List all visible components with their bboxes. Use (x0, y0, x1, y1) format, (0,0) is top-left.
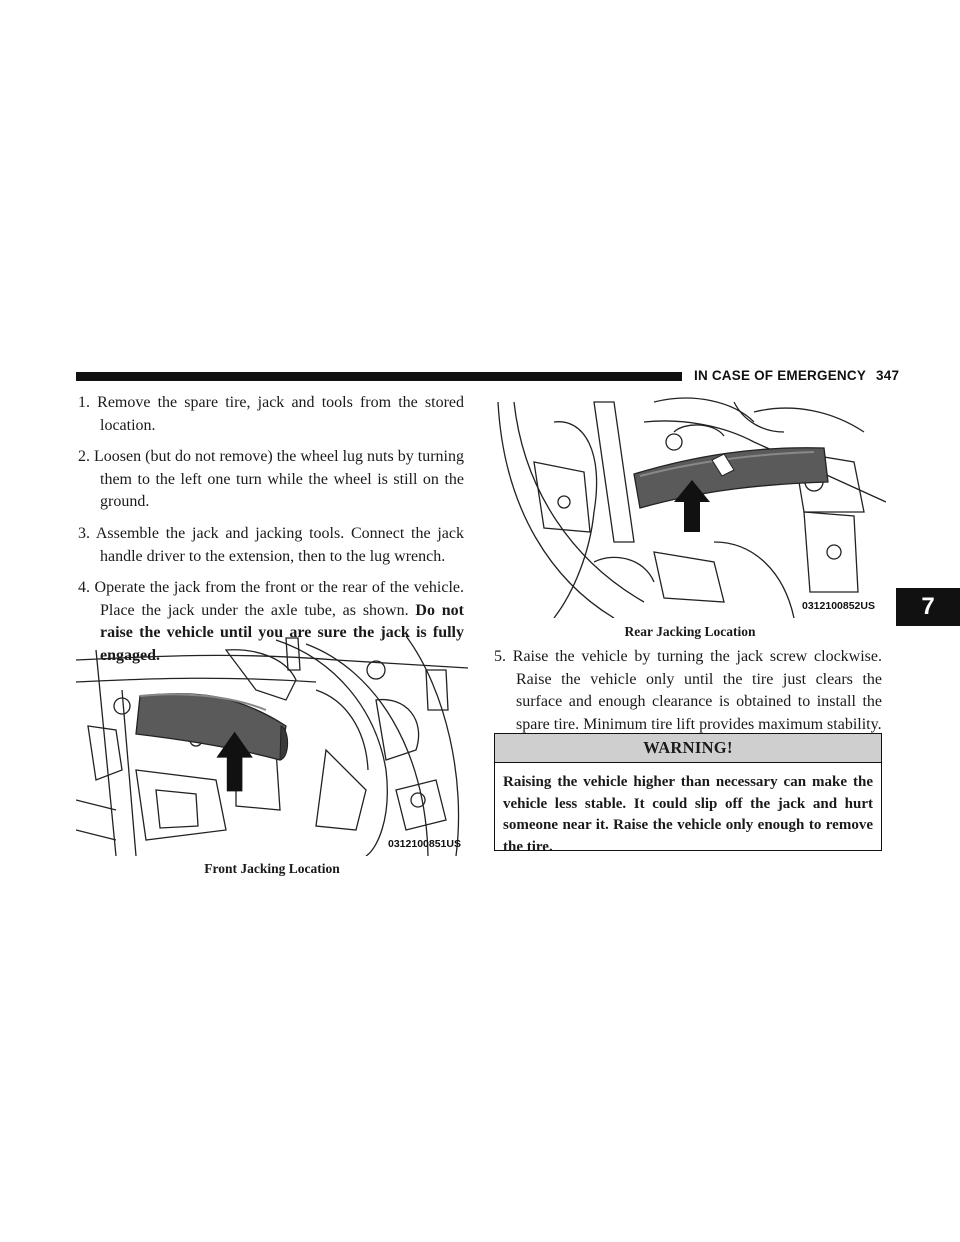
warning-box (494, 733, 882, 855)
section-title: IN CASE OF EMERGENCY (694, 368, 867, 383)
steps-list-right (494, 646, 882, 736)
step-item: 2. Loosen (but do not remove) the wheel lug nuts by turning them to the left one turn while the wheel is still on the ground. (78, 448, 464, 511)
rear-figure-code: 0312100852US (802, 600, 875, 612)
rear-jacking-figure (494, 392, 886, 618)
front-jacking-illustration (76, 630, 468, 856)
front-jacking-figure (76, 630, 468, 856)
right-column (494, 646, 882, 745)
step-warning-emphasis: Do not raise the vehicle until you are sure the jack is fully engaged. (100, 601, 465, 664)
page-number: 347 (876, 368, 900, 383)
step-item: 1. Remove the spare tire, jack and tools from the stored location. (78, 394, 464, 434)
rear-figure-caption: Rear Jacking Location (624, 624, 756, 639)
front-figure-caption: Front Jacking Location (204, 861, 340, 876)
header-rule (76, 372, 682, 381)
step-item: 4. Operate the jack from the front or the rear of the vehicle. Place the jack under the axle tube, as shown. Do not raise the vehicle until you are sure the jack is fully engaged. (78, 579, 465, 664)
step-item: 3. Assemble the jack and jacking tools. Connect the jack handle driver to the extension, then to the lug wrench. (78, 524, 464, 565)
running-header (694, 367, 899, 385)
steps-list-left (78, 392, 464, 668)
front-figure-code: 0312100851US (388, 838, 461, 850)
warning-text: Raising the vehicle higher than necessary can make the vehicle less stable. It could slip off the jack and hurt someone near it. Raise the vehicle only enough to remove the tire. (503, 774, 873, 855)
chapter-tab: 7 (896, 588, 960, 626)
step-item: 5. Raise the vehicle by turning the jack screw clockwise. Raise the vehicle only until the tire just clears the surface and enough clearance is obtained to install the spare tire. Minimum tire lift provides maximum stability. (494, 648, 882, 733)
rear-jacking-illustration (494, 392, 886, 618)
warning-title: WARNING! (495, 734, 881, 763)
